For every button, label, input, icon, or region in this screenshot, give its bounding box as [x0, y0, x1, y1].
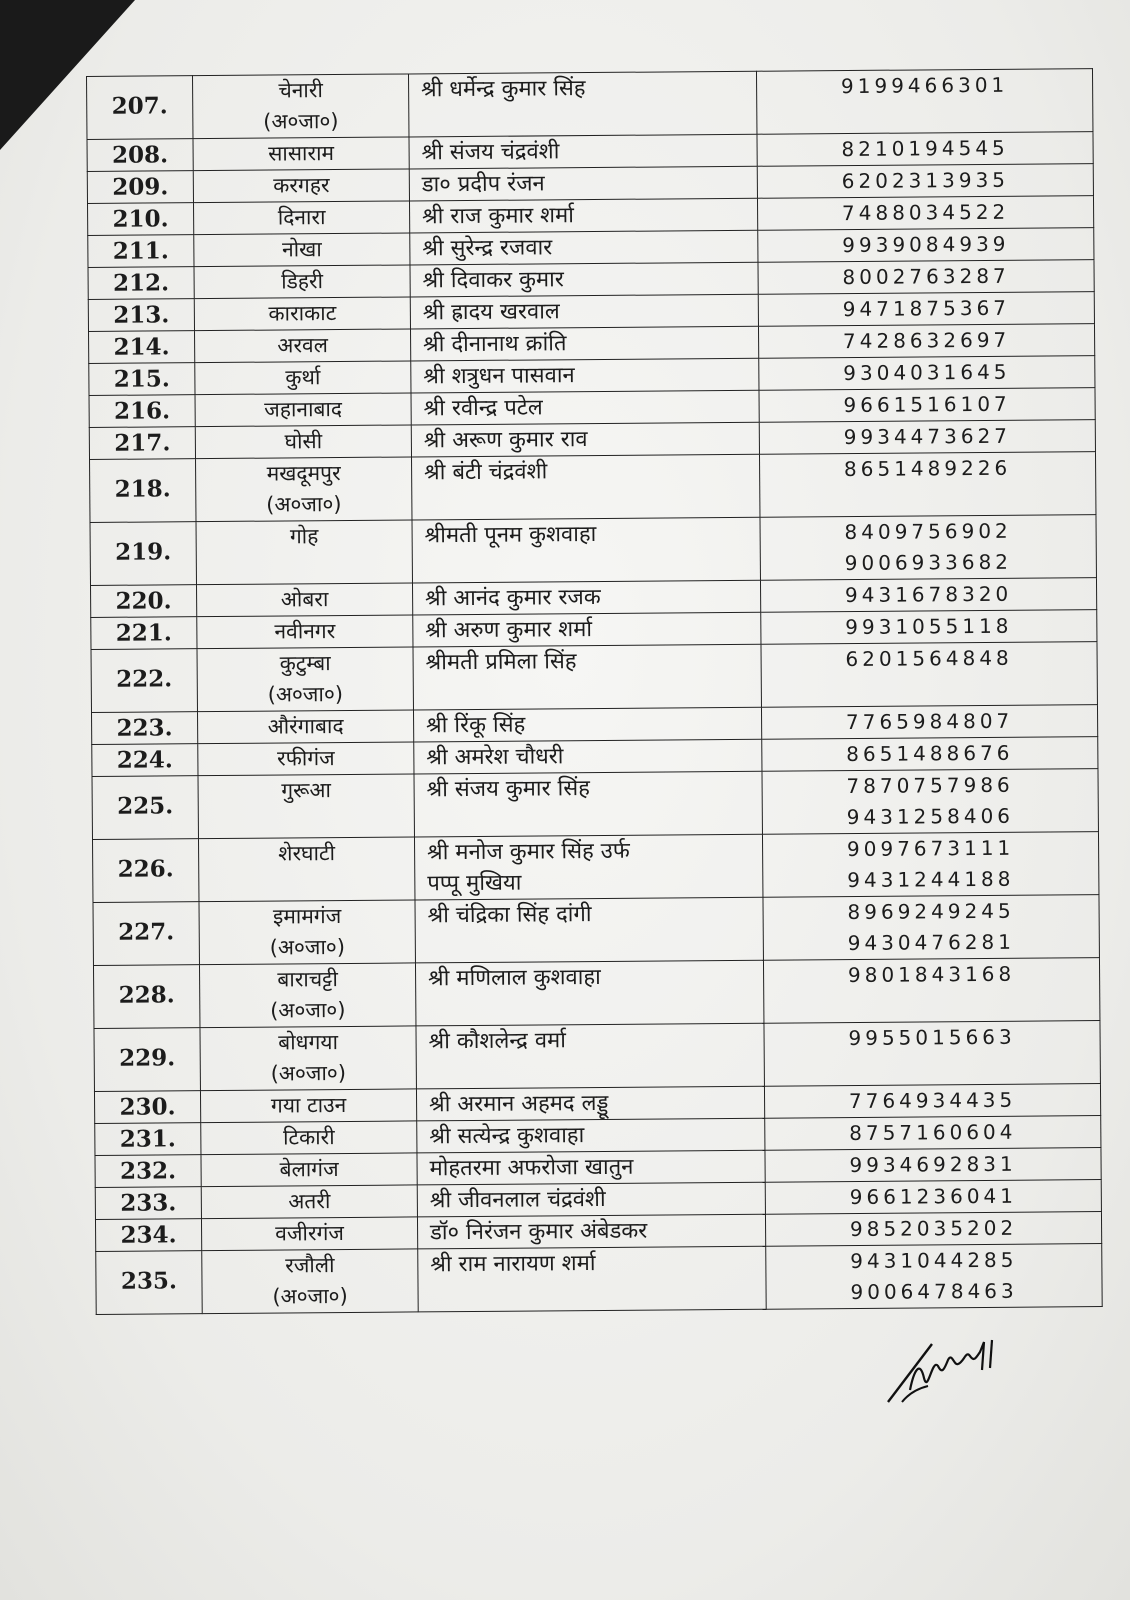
serial-number-cell: [88, 267, 194, 300]
serial-number-cell: [87, 139, 193, 172]
phone-number: 9199466301: [840, 72, 1009, 99]
constituency: [199, 805, 414, 838]
candidate-name-cell: [410, 326, 758, 361]
phone-number: 8002763287: [842, 263, 1010, 290]
phone-number: 9006478463: [850, 1278, 1018, 1305]
candidate-name: श्री संजय कुमार सिंह: [426, 776, 590, 803]
constituency: अरवल: [277, 333, 328, 358]
candidate-name-cell: [416, 1086, 764, 1121]
constituency: डिहरी: [281, 269, 324, 294]
constituency: करगहर: [273, 173, 330, 198]
serial-number: 220.: [115, 587, 172, 615]
candidate-name: श्री अमरेश चौधरी: [426, 744, 564, 771]
constituency-cell: [198, 742, 414, 776]
phone-number: 6202313935: [841, 167, 1010, 194]
candidate-name: [428, 929, 763, 963]
phone-number: 9431044285: [850, 1247, 1018, 1274]
phone-number: 9430476281: [847, 929, 1016, 956]
candidate-name-cell: [418, 1246, 766, 1312]
candidate-table: [86, 68, 1103, 1315]
candidate-name: श्री अरुण कुमार शर्मा: [425, 617, 593, 644]
constituency: बाराचट्टी: [277, 967, 338, 992]
phone-number-cell: [758, 324, 1094, 359]
candidate-name-cell: [417, 1150, 765, 1185]
phone-number-cell: [764, 1021, 1100, 1087]
constituency: दिनारा: [277, 205, 326, 230]
candidate-name-cell: [411, 390, 759, 425]
phone-number: 8651489226: [843, 455, 1012, 482]
phone-number-cell: [761, 610, 1097, 645]
phone-number-cell: [765, 1212, 1101, 1247]
constituency-cell: [195, 393, 411, 427]
serial-number: 228.: [118, 981, 175, 1009]
phone-number: 9955015663: [848, 1024, 1016, 1051]
table-row: [93, 958, 1099, 1029]
candidate-name-cell: [410, 262, 758, 297]
constituency: चेनारी: [278, 78, 323, 103]
candidate-name: श्री आनंद कुमार रजक: [425, 584, 601, 612]
phone-number-cell: [766, 1244, 1102, 1310]
candidate-name: पप्पू मुखिया: [427, 870, 522, 897]
constituency-cell: [198, 837, 414, 902]
candidate-name: श्री दिवाकर कुमार: [422, 267, 564, 294]
serial-number: 208.: [112, 141, 169, 169]
serial-number-cell: [89, 331, 195, 364]
constituency: औरंगाबाद: [267, 713, 344, 739]
candidate-name: श्री संजय चंद्रवंशी: [421, 139, 560, 166]
candidate-name-cell: [415, 960, 763, 1026]
table-row: [93, 895, 1099, 966]
constituency-cell: [201, 1185, 417, 1219]
serial-number: 209.: [112, 173, 169, 201]
candidate-name-cell: [410, 230, 758, 265]
phone-number: 8757160604: [849, 1119, 1017, 1146]
candidate-name-cell: [412, 454, 760, 520]
serial-number: 224.: [116, 746, 173, 774]
candidate-name: श्री रवीन्द्र पटेल: [423, 395, 543, 422]
constituency-cell: [196, 520, 412, 585]
serial-number: 214.: [113, 333, 170, 361]
constituency: अतरी: [288, 1189, 331, 1214]
phone-number-cell: [759, 356, 1095, 391]
phone-number: 8409756902: [844, 518, 1012, 545]
constituency-cell: [197, 615, 413, 649]
candidate-name-cell: [413, 707, 761, 742]
constituency-cell: [197, 647, 413, 712]
constituency-cell: [194, 265, 410, 299]
serial-number: 211.: [112, 237, 169, 265]
serial-number: 212.: [113, 269, 170, 297]
constituency-cell: [194, 297, 410, 331]
phone-number: 9934692831: [849, 1151, 1017, 1178]
phone-number: [765, 1052, 1100, 1086]
serial-number-cell: [90, 459, 196, 523]
constituency: काराकाट: [268, 301, 337, 326]
serial-number-cell: [95, 1219, 201, 1252]
constituency-cell: [200, 1026, 416, 1091]
phone-number: 7764934435: [848, 1087, 1017, 1114]
phone-number: 9431678320: [844, 581, 1013, 608]
candidate-name: श्री दीनानाथ क्रांति: [423, 331, 567, 358]
serial-number-cell: [95, 1187, 201, 1220]
constituency: (अ०जा०): [270, 997, 346, 1023]
constituency-cell: [195, 361, 411, 395]
phone-number: 8651488676: [846, 740, 1014, 767]
table-row: [91, 642, 1097, 713]
constituency-cell: [196, 583, 412, 617]
serial-number: 232.: [119, 1157, 177, 1185]
candidate-name-cell: [408, 71, 756, 137]
constituency: रफीगंज: [276, 746, 335, 771]
candidate-name-cell: [417, 1182, 765, 1217]
serial-number-cell: [89, 427, 195, 460]
phone-number-cell: [763, 895, 1099, 961]
candidate-name: [426, 676, 761, 710]
constituency: (अ०जा०): [263, 109, 339, 134]
serial-number: 210.: [112, 205, 169, 233]
candidate-name: [427, 803, 762, 837]
candidate-name: डा० प्रदीप रंजन: [421, 171, 545, 198]
serial-number-cell: [92, 744, 198, 777]
constituency: (अ०जा०): [267, 682, 344, 707]
candidate-name: श्री सत्येन्द्र कुशवाहा: [429, 1123, 585, 1150]
serial-number: 226.: [117, 855, 174, 883]
phone-number: 9006933682: [844, 549, 1013, 576]
phone-number-cell: [759, 452, 1095, 518]
serial-number: 229.: [119, 1044, 176, 1072]
table-row: [90, 515, 1096, 586]
phone-number: 9931055118: [845, 613, 1013, 640]
serial-number-cell: [95, 1155, 201, 1188]
phone-number-cell: [757, 132, 1093, 167]
constituency-cell: [193, 201, 409, 235]
constituency-cell: [199, 900, 415, 965]
candidate-table-wrapper: [86, 68, 1090, 1315]
candidate-table-body: [87, 69, 1103, 1315]
constituency-cell: [201, 1121, 417, 1155]
phone-number: [760, 483, 1095, 517]
constituency: मखदूमपुर: [266, 461, 341, 486]
phone-number: 8969249245: [847, 898, 1015, 925]
serial-number-cell: [91, 712, 197, 745]
phone-number-cell: [760, 515, 1096, 581]
serial-number-cell: [90, 522, 196, 586]
serial-number: 222.: [116, 665, 173, 693]
phone-number: [762, 673, 1097, 707]
constituency: कुटुम्बा: [279, 651, 331, 676]
constituency-cell: [193, 169, 409, 203]
serial-number-cell: [95, 1123, 201, 1156]
constituency: सासाराम: [268, 141, 335, 166]
candidate-name-cell: [410, 294, 758, 329]
candidate-name: श्री शत्रुधन पासवान: [423, 363, 575, 390]
serial-number-cell: [93, 965, 199, 1029]
constituency-cell: [201, 1153, 417, 1187]
candidate-name: श्री अरमान अहमद लड्डू: [428, 1090, 609, 1118]
phone-number: 7488034522: [841, 199, 1010, 226]
serial-number: 225.: [117, 792, 174, 820]
constituency-cell: [196, 457, 412, 522]
serial-number: 234.: [120, 1221, 177, 1249]
candidate-name-cell: [412, 580, 760, 615]
constituency: (अ०जा०): [272, 1283, 348, 1309]
phone-number-cell: [761, 642, 1097, 708]
constituency-cell: [193, 74, 409, 139]
serial-number-cell: [88, 299, 194, 332]
constituency-cell: [199, 963, 415, 1028]
phone-number-cell: [764, 1084, 1100, 1119]
candidate-name-cell: [414, 739, 762, 774]
phone-number-cell: [759, 420, 1095, 455]
phone-number: 9471875367: [842, 295, 1011, 322]
candidate-name: [424, 486, 759, 520]
candidate-name: [421, 103, 756, 137]
phone-number: 9304031645: [843, 359, 1011, 386]
serial-number-cell: [96, 1251, 202, 1315]
constituency: रजौली: [285, 1253, 335, 1278]
phone-number: 9934473627: [843, 423, 1012, 450]
phone-number-cell: [757, 164, 1093, 199]
phone-number-cell: [765, 1180, 1101, 1215]
serial-number-cell: [87, 76, 193, 140]
candidate-name-cell: [413, 644, 761, 710]
phone-number-cell: [757, 196, 1093, 231]
serial-number-cell: [92, 776, 198, 840]
constituency: वजीरगंज: [275, 1221, 345, 1246]
constituency: टिकारी: [282, 1125, 335, 1150]
candidate-name-cell: [409, 198, 757, 233]
phone-number: 9431244188: [847, 866, 1015, 893]
phone-number-cell: [765, 1116, 1101, 1151]
phone-number: 9661236041: [849, 1183, 1018, 1210]
candidate-name-cell: [414, 771, 762, 837]
constituency-cell: [200, 1089, 416, 1123]
serial-number-cell: [94, 1028, 200, 1092]
candidate-name: [428, 992, 763, 1026]
phone-number: 7765984807: [845, 708, 1014, 735]
candidate-name-cell: [417, 1214, 765, 1249]
candidate-name: श्रीमती पूनम कुशवाहा: [424, 522, 597, 549]
phone-number-cell: [762, 769, 1098, 835]
constituency: गुरूआ: [281, 778, 332, 803]
phone-number-cell: [761, 705, 1097, 740]
serial-number: 207.: [111, 92, 168, 120]
candidate-name: श्री ह्रादय खरवाल: [422, 299, 560, 326]
serial-number: 217.: [114, 429, 171, 457]
phone-number: 9852035202: [849, 1215, 1018, 1242]
serial-number-cell: [92, 839, 198, 903]
candidate-name-cell: [411, 422, 759, 457]
constituency: शेरघाटी: [278, 841, 336, 866]
serial-number: 230.: [119, 1093, 176, 1121]
constituency-cell: [202, 1249, 418, 1314]
candidate-name: श्री बंटी चंद्रवंशी: [424, 459, 548, 486]
phone-number: 9661516107: [843, 391, 1011, 418]
table-row: [90, 452, 1096, 523]
constituency: घोसी: [284, 429, 323, 454]
table-row: [96, 1244, 1102, 1315]
phone-number-cell: [759, 388, 1095, 423]
serial-number: 218.: [114, 475, 171, 503]
candidate-name-cell: [414, 834, 762, 900]
constituency: इमामगंज: [272, 904, 342, 929]
candidate-name: श्री राज कुमार शर्मा: [422, 203, 575, 230]
candidate-name-cell: [409, 134, 757, 169]
candidate-name: [430, 1278, 765, 1312]
serial-number: 219.: [115, 538, 172, 566]
phone-number: 7870757986: [846, 772, 1014, 799]
constituency-cell: [195, 329, 411, 363]
constituency: कुर्था: [285, 365, 321, 390]
table-row: [94, 1021, 1100, 1092]
serial-number: 227.: [118, 918, 175, 946]
serial-number: 213.: [113, 301, 170, 329]
constituency-cell: [195, 425, 411, 459]
candidate-name-cell: [412, 517, 760, 583]
table-row: [92, 832, 1098, 903]
constituency-cell: [197, 710, 413, 744]
serial-number-cell: [88, 235, 194, 268]
table-row: [92, 769, 1098, 840]
serial-number: 221.: [115, 619, 172, 647]
signature-image: [880, 1330, 1010, 1420]
serial-number-cell: [88, 203, 194, 236]
candidate-name: श्री धर्मेन्द्र कुमार सिंह: [421, 76, 586, 103]
phone-number-cell: [756, 69, 1092, 135]
serial-number-cell: [94, 1091, 200, 1124]
serial-number-cell: [91, 649, 197, 713]
candidate-name: श्री मनोज कुमार सिंह उर्फ: [427, 838, 630, 866]
constituency: (अ०जा०): [270, 1060, 347, 1086]
serial-number: 216.: [114, 397, 171, 425]
serial-number-cell: [91, 585, 197, 618]
candidate-name: डॉ० निरंजन कुमार अंबेडकर: [429, 1218, 648, 1246]
serial-number: 231.: [119, 1125, 176, 1153]
constituency-cell: [198, 774, 414, 839]
phone-number-cell: [758, 260, 1094, 295]
phone-number-cell: [758, 292, 1094, 327]
constituency: [199, 868, 414, 901]
candidate-name: [429, 1055, 764, 1089]
constituency-cell: [194, 233, 410, 267]
candidate-name: श्री चंद्रिका सिंह दांगी: [427, 902, 592, 929]
phone-number: 9939084939: [842, 231, 1010, 258]
constituency: नोखा: [281, 237, 322, 262]
phone-number: 9097673111: [846, 835, 1015, 862]
table-row: [87, 69, 1093, 140]
phone-number: 8210194545: [841, 135, 1009, 162]
candidate-name: श्री जीवनलाल चंद्रवंशी: [429, 1186, 606, 1214]
constituency: गोह: [289, 524, 319, 549]
serial-number: 233.: [120, 1189, 177, 1217]
candidate-name-cell: [416, 1023, 764, 1089]
constituency: ओबरा: [280, 587, 329, 612]
serial-number: 215.: [113, 365, 171, 393]
phone-number: 9431258406: [846, 803, 1015, 830]
candidate-name: श्री अरूण कुमार राव: [423, 427, 588, 454]
candidate-name-cell: [417, 1118, 765, 1153]
phone-number-cell: [763, 958, 1099, 1024]
candidate-name-cell: [409, 166, 757, 201]
candidate-name-cell: [415, 897, 763, 963]
serial-number: 235.: [120, 1267, 178, 1295]
constituency: बोधगया: [278, 1030, 339, 1055]
candidate-name-cell: [411, 358, 759, 393]
constituency: [197, 551, 412, 584]
candidate-name: श्री मणिलाल कुशवाहा: [428, 964, 601, 992]
candidate-name: मोहतरमा अफरोजा खातुन: [429, 1154, 634, 1182]
candidate-name: श्रीमती प्रमिला सिंह: [425, 649, 577, 676]
serial-number-cell: [89, 363, 195, 396]
phone-number: 6201564848: [845, 645, 1013, 672]
serial-number-cell: [89, 395, 195, 428]
phone-number-cell: [765, 1148, 1101, 1183]
constituency: नवीनगर: [274, 619, 336, 644]
serial-number: 223.: [116, 714, 173, 742]
candidate-name: श्री राम नारायण शर्मा: [430, 1251, 596, 1278]
constituency: बेलागंज: [279, 1157, 339, 1182]
phone-number: 7428632697: [842, 327, 1011, 354]
constituency: (अ०जा०): [266, 492, 342, 517]
candidate-name: श्री रिंकू सिंह: [426, 712, 526, 739]
candidate-name: [425, 549, 760, 583]
constituency: (अ०जा०): [269, 934, 346, 960]
constituency-cell: [193, 137, 409, 171]
constituency: गया टाउन: [270, 1092, 347, 1118]
constituency: जहानाबाद: [264, 396, 343, 422]
serial-number-cell: [91, 617, 197, 650]
phone-number: [764, 989, 1099, 1023]
phone-number: [757, 100, 1092, 134]
phone-number-cell: [758, 228, 1094, 263]
candidate-name: श्री सुरेन्द्र रजवार: [422, 235, 553, 262]
serial-number-cell: [93, 902, 199, 966]
phone-number-cell: [760, 578, 1096, 613]
candidate-name-cell: [413, 612, 761, 647]
phone-number: 9801843168: [847, 961, 1016, 988]
phone-number-cell: [762, 832, 1098, 898]
constituency-cell: [201, 1217, 417, 1251]
candidate-name: श्री कौशलेन्द्र वर्मा: [428, 1028, 566, 1055]
phone-number-cell: [762, 737, 1098, 772]
serial-number-cell: [87, 171, 193, 204]
